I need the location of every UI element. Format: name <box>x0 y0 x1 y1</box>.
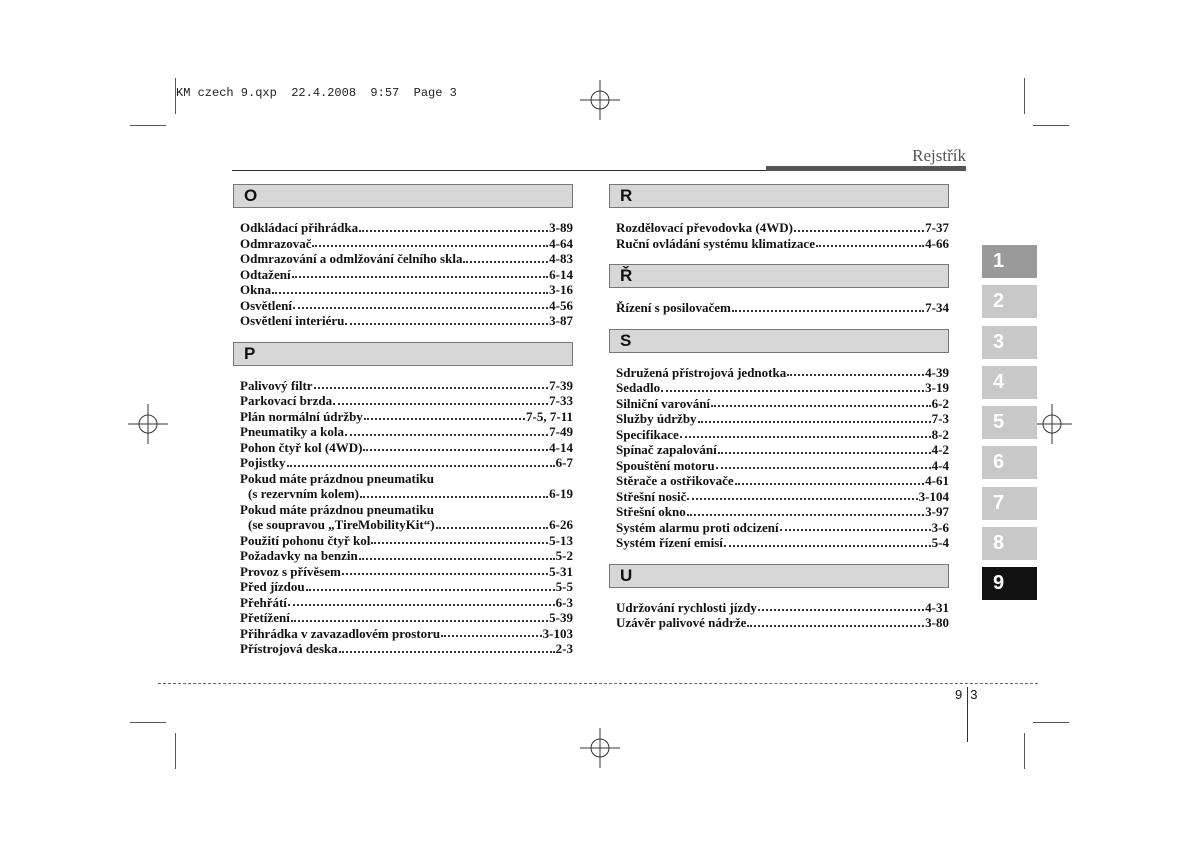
chapter-tab-3[interactable]: 3 <box>982 326 1037 359</box>
dot-leader <box>816 245 924 247</box>
index-section <box>609 329 949 551</box>
index-entry-page: 4-4 <box>931 457 949 473</box>
page-number-divider <box>967 687 968 742</box>
index-entry-name: Přetížení <box>240 610 290 625</box>
chapter-tabs <box>982 245 1037 608</box>
dot-leader <box>291 620 548 622</box>
index-entry <box>616 520 949 536</box>
page-number-chapter: 9 <box>955 687 963 702</box>
crop-mark <box>1033 125 1069 126</box>
crop-mark <box>1033 722 1069 723</box>
index-entry-page: 3-97 <box>925 504 949 519</box>
index-entry-list <box>609 353 949 551</box>
index-entry <box>240 455 573 471</box>
dot-leader <box>441 635 541 637</box>
index-entry-page: 7-3 <box>931 411 949 426</box>
index-entry <box>240 251 573 267</box>
index-entry-name: Plán normální údržby <box>240 408 363 424</box>
index-entry-page: 5-4 <box>931 535 949 550</box>
index-entry-name: Sedadlo <box>616 380 661 395</box>
index-entry-name: Sdružená přístrojová jednotka <box>616 364 787 380</box>
index-column-left <box>233 184 573 670</box>
header-rule-accent <box>766 166 966 171</box>
index-entry-name: Spouštění motoru <box>616 457 715 473</box>
index-entry-page: 4-56 <box>549 297 573 313</box>
dot-leader <box>293 307 548 309</box>
index-entry-page: 6-2 <box>931 395 949 411</box>
chapter-tab-4[interactable]: 4 <box>982 366 1037 399</box>
index-entry-list <box>609 208 949 251</box>
index-entry <box>240 471 573 487</box>
dot-leader <box>312 245 548 247</box>
index-entry <box>240 409 573 425</box>
index-entry-list <box>609 588 949 631</box>
index-entry <box>240 378 573 394</box>
dot-leader <box>364 418 525 420</box>
registration-mark-icon <box>126 402 170 446</box>
index-entry-list <box>609 288 949 316</box>
index-entry-name: Osvětlení interiéru <box>240 313 345 328</box>
chapter-tab-8[interactable]: 8 <box>982 527 1037 560</box>
index-entry-page: 6-3 <box>555 594 573 610</box>
index-entry-page: 3-16 <box>549 282 573 297</box>
index-entry-name: Přehřátí <box>240 594 287 610</box>
index-entry-name: Střešní nosič <box>616 488 687 504</box>
index-entry-name: Odmrazování a odmlžování čelního skla <box>240 251 463 266</box>
dot-leader <box>333 403 548 405</box>
index-entry <box>240 579 573 595</box>
index-entry-page: 5-39 <box>549 610 573 625</box>
crop-mark <box>130 722 166 723</box>
index-entry-page: 6-14 <box>549 266 573 282</box>
dot-leader <box>687 498 917 500</box>
dot-leader <box>287 465 555 467</box>
index-entry <box>240 220 573 236</box>
index-entry-page: 5-5 <box>555 579 573 594</box>
index-entry <box>240 626 573 642</box>
index-entry-name: Palivový filtr <box>240 377 313 393</box>
index-entry <box>616 615 949 631</box>
dot-leader <box>787 374 924 376</box>
dot-leader <box>687 514 924 516</box>
dot-leader <box>436 527 549 529</box>
index-entry-page: 7-39 <box>549 377 573 393</box>
dot-leader <box>661 390 924 392</box>
index-entry-name: Osvětlení <box>240 297 292 313</box>
crop-mark <box>130 125 166 126</box>
index-entry-name: Systém řízení emisí <box>616 535 723 550</box>
crop-mark <box>1024 78 1025 114</box>
dot-leader <box>780 529 931 531</box>
index-entry-name: Odtažení <box>240 266 291 282</box>
index-entry-name: Silniční varování <box>616 395 711 411</box>
footer-rule <box>158 683 1038 684</box>
index-entry-name: Pokud máte prázdnou pneumatiku <box>240 501 434 517</box>
dot-leader <box>359 230 548 232</box>
index-entry <box>240 282 573 298</box>
crop-mark <box>1024 733 1025 769</box>
index-entry <box>240 502 573 518</box>
index-entry <box>240 564 573 580</box>
index-section <box>233 342 573 657</box>
index-entry-page: 4-66 <box>925 235 949 251</box>
index-entry <box>616 473 949 489</box>
index-entry <box>616 380 949 396</box>
index-entry-page: 2-3 <box>555 641 573 656</box>
index-entry-list <box>233 208 573 329</box>
dot-leader <box>732 310 924 312</box>
index-entry-name: Řízení s posilovačem <box>616 300 731 315</box>
index-entry <box>616 600 949 616</box>
index-entry-page: 3-80 <box>925 615 949 630</box>
index-entry <box>616 236 949 252</box>
index-entry-name: Specifikace <box>616 426 679 442</box>
index-entry-page: 3-89 <box>549 220 573 235</box>
index-entry <box>240 641 573 657</box>
dot-leader <box>716 467 931 469</box>
chapter-tab-9[interactable]: 9 <box>982 567 1037 600</box>
index-entry <box>616 427 949 443</box>
index-column-right <box>609 184 949 644</box>
index-entry <box>616 489 949 505</box>
index-entry-name: Spínač zapalování <box>616 442 717 457</box>
dot-leader <box>272 292 548 294</box>
index-entry <box>240 440 573 456</box>
index-entry-name: Pohon čtyř kol (4WD) <box>240 439 363 455</box>
index-entry-name: Ruční ovládání systému klimatizace <box>616 235 815 251</box>
index-entry <box>616 396 949 412</box>
chapter-tab-1[interactable]: 1 <box>982 245 1037 278</box>
index-entry <box>240 424 573 440</box>
index-entry <box>240 236 573 252</box>
index-entry-page: 3-6 <box>931 519 949 535</box>
dot-leader <box>314 387 549 389</box>
index-entry <box>616 365 949 381</box>
section-letter-heading: S <box>609 329 949 353</box>
index-entry <box>240 393 573 409</box>
index-entry-page: 4-31 <box>925 599 949 615</box>
index-entry <box>240 548 573 564</box>
index-entry-name: Stěrače a ostřikovače <box>616 473 734 488</box>
index-entry <box>240 486 573 502</box>
chapter-tab-6[interactable]: 6 <box>982 446 1037 479</box>
dot-leader <box>724 545 931 547</box>
dot-leader <box>698 421 931 423</box>
index-entry <box>616 458 949 474</box>
index-entry-page: 7-37 <box>925 220 949 235</box>
chapter-tab-7[interactable]: 7 <box>982 487 1037 520</box>
index-entry-page: 8-2 <box>931 426 949 442</box>
index-entry-name: (se soupravou „TireMobilityKit“) <box>248 517 435 532</box>
index-entry <box>616 220 949 236</box>
index-entry <box>240 267 573 283</box>
dot-leader <box>680 436 931 438</box>
index-entry-name: Odmrazovač <box>240 235 312 251</box>
index-entry-page: 4-2 <box>931 442 949 457</box>
dot-leader <box>735 483 924 485</box>
dot-leader <box>306 589 555 591</box>
index-entry-name: Požadavky na benzin <box>240 548 358 563</box>
section-letter-heading: U <box>609 564 949 588</box>
dot-leader <box>758 609 924 611</box>
dot-leader <box>342 573 548 575</box>
index-entry-page: 6-26 <box>549 517 573 532</box>
index-entry-page: 7-5, 7-11 <box>526 408 573 424</box>
index-entry <box>616 411 949 427</box>
dot-leader <box>718 452 931 454</box>
dot-leader <box>360 496 548 498</box>
index-entry-page: 4-39 <box>925 364 949 380</box>
index-entry-page: 4-64 <box>549 235 573 251</box>
index-entry <box>616 442 949 458</box>
index-entry-name: Uzávěr palivové nádrže <box>616 615 747 630</box>
index-entry-name: Použití pohonu čtyř kol <box>240 532 371 548</box>
dot-leader <box>711 405 931 407</box>
index-entry-name: Přístrojová deska <box>240 641 338 656</box>
index-entry-name: Přihrádka v zavazadlovém prostoru <box>240 625 441 641</box>
chapter-tab-2[interactable]: 2 <box>982 285 1037 318</box>
index-entry <box>240 298 573 314</box>
index-entry-page: 7-49 <box>549 424 573 439</box>
section-letter-heading: O <box>233 184 573 208</box>
index-entry <box>240 517 573 533</box>
index-section <box>609 264 949 316</box>
index-entry-page: 3-104 <box>918 488 949 504</box>
index-section <box>609 564 949 631</box>
section-letter-heading: P <box>233 342 573 366</box>
index-entry-page: 4-14 <box>549 439 573 455</box>
index-entry-page: 6-7 <box>555 455 573 470</box>
index-entry-name: Systém alarmu proti odcizení <box>616 519 779 535</box>
dot-leader <box>339 651 555 653</box>
crop-mark <box>175 78 176 114</box>
dot-leader <box>292 276 549 278</box>
index-entry-name: (s rezervním kolem) <box>248 486 359 501</box>
index-section <box>233 184 573 329</box>
index-entry-page: 4-83 <box>549 251 573 266</box>
index-entry-list <box>233 366 573 657</box>
index-entry-name: Udržování rychlosti jízdy <box>616 599 757 615</box>
index-entry <box>240 533 573 549</box>
dot-leader <box>363 449 548 451</box>
section-letter-heading: Ř <box>609 264 949 288</box>
index-entry <box>240 595 573 611</box>
index-entry-name: Okna <box>240 282 272 297</box>
index-entry-page: 3-103 <box>542 625 573 641</box>
page-title: Rejstřík <box>912 146 966 165</box>
index-entry <box>240 313 573 329</box>
index-entry-name: Rozdělovací převodovka (4WD) <box>616 220 793 235</box>
index-entry-name: Pojistky <box>240 455 286 470</box>
index-entry-page: 3-87 <box>549 313 573 328</box>
index-entry-name: Pneumatiky a kola <box>240 424 345 439</box>
index-entry-page: 6-19 <box>549 486 573 501</box>
index-entry-page: 3-19 <box>925 380 949 395</box>
dot-leader <box>288 604 555 606</box>
dot-leader <box>794 230 924 232</box>
dot-leader <box>345 323 548 325</box>
index-entry-name: Před jízdou <box>240 579 305 594</box>
index-entry-page: 5-2 <box>555 548 573 563</box>
dot-leader <box>371 542 548 544</box>
crop-mark <box>175 733 176 769</box>
section-letter-heading: R <box>609 184 949 208</box>
index-entry-name: Odkládací přihrádka <box>240 220 359 235</box>
index-entry-name: Pokud máte prázdnou pneumatiku <box>240 470 434 486</box>
header-rule <box>232 170 766 171</box>
print-slug: KM czech 9.qxp 22.4.2008 9:57 Page 3 <box>176 86 457 100</box>
registration-mark-icon <box>578 78 622 122</box>
index-entry-page: 7-33 <box>549 393 573 408</box>
index-entry-name: Střešní okno <box>616 504 686 519</box>
index-entry <box>616 504 949 520</box>
index-entry-page: 7-34 <box>925 300 949 315</box>
index-entry-page: 5-31 <box>549 563 573 579</box>
index-entry-page: 4-61 <box>925 473 949 488</box>
dot-leader <box>463 261 548 263</box>
dot-leader <box>359 558 555 560</box>
dot-leader <box>345 434 548 436</box>
index-entry-name: Parkovací brzda <box>240 393 333 408</box>
index-entry-page: 5-13 <box>549 532 573 548</box>
index-entry <box>616 535 949 551</box>
index-section <box>609 184 949 251</box>
index-entry-name: Služby údržby <box>616 411 697 426</box>
index-entry <box>240 610 573 626</box>
dot-leader <box>747 625 924 627</box>
chapter-tab-5[interactable]: 5 <box>982 406 1037 439</box>
index-entry <box>616 300 949 316</box>
registration-mark-icon <box>578 726 622 770</box>
page-number-page: 3 <box>970 687 978 702</box>
index-entry-name: Provoz s přívěsem <box>240 563 341 579</box>
